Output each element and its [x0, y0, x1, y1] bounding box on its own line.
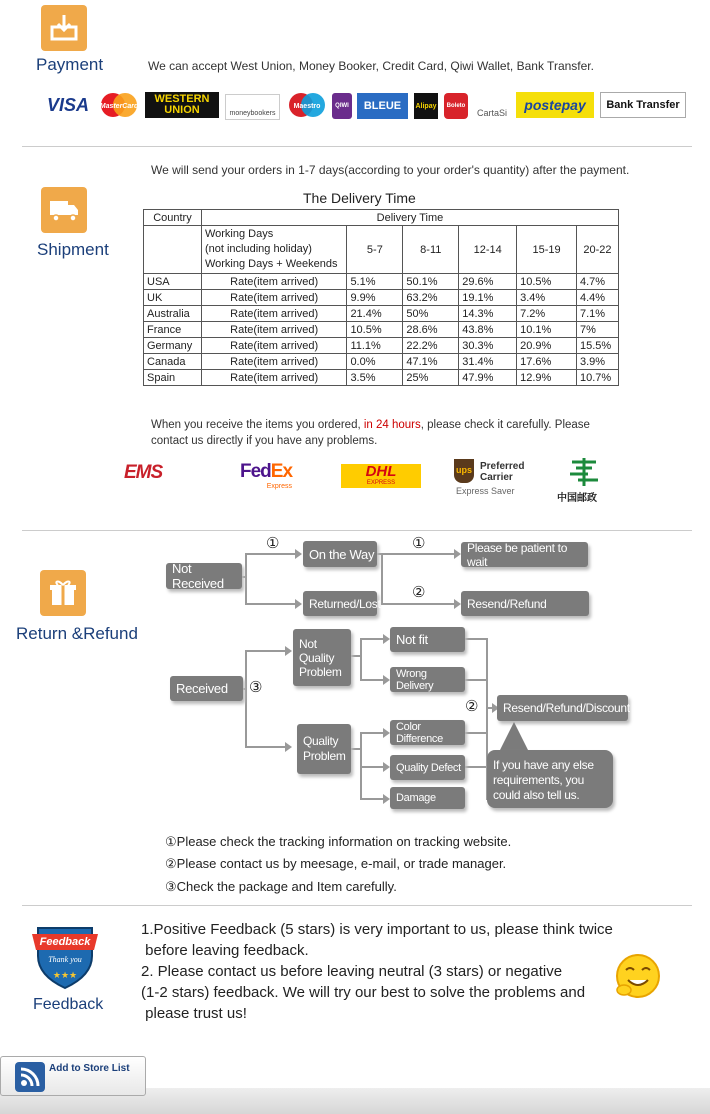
- payment-text: We can accept West Union, Money Booker, Credit Card, Qiwi Wallet, Bank Transfer.: [148, 59, 594, 73]
- quality-problem-box: Quality Problem: [297, 724, 351, 774]
- delivery-time-table: [143, 209, 619, 386]
- rate-value-cell: 28.6%: [403, 322, 459, 338]
- delivery-table-title: The Delivery Time: [303, 190, 416, 206]
- alipay-logo: Alipay: [414, 93, 438, 119]
- country-cell: USA: [144, 274, 202, 290]
- rate-value-cell: 0.0%: [347, 354, 403, 370]
- mark-two: ②: [465, 698, 479, 715]
- feedback-badge-icon: [30, 920, 100, 990]
- feedback-title: Feedback: [33, 996, 104, 1013]
- connector: [245, 650, 285, 652]
- note-part-b: , please check it carefully. Please contact us directly if you have any problems.: [151, 419, 590, 447]
- rate-value-cell: 9.9%: [347, 290, 403, 306]
- feedback-line: 1.Positive Feedback (5 stars) is very important to us, please think twice: [141, 921, 613, 938]
- rate-value-cell: 63.2%: [403, 290, 459, 306]
- legend-text: Please check the tracking information on tracking website.: [176, 834, 512, 849]
- be-patient-box: Please be patient to wait: [461, 542, 588, 567]
- range-cell: 8-11: [403, 226, 459, 274]
- svg-text:Maestro: Maestro: [293, 103, 321, 110]
- receive-note: [151, 417, 621, 449]
- legend-mark: ①: [165, 834, 177, 849]
- connector: [245, 553, 295, 555]
- connector: [351, 748, 362, 750]
- western-union-logo: WESTERN UNION: [145, 92, 219, 118]
- connector: [381, 553, 383, 604]
- wrong-delivery-box: Wrong Delivery: [390, 667, 465, 692]
- connector: [465, 638, 488, 640]
- rate-value-cell: 7.1%: [576, 306, 618, 322]
- table-row: [144, 354, 619, 370]
- divider: [22, 146, 692, 147]
- postepay-logo: postepay: [516, 92, 594, 118]
- ups-shield-icon: ups: [454, 459, 474, 483]
- legend-item: [165, 879, 397, 895]
- rate-label-cell: Rate(item arrived): [201, 322, 346, 338]
- arrow-icon: [454, 599, 461, 609]
- rate-value-cell: 31.4%: [459, 354, 517, 370]
- smiley-icon: [612, 950, 664, 1000]
- note-part-a: When you receive the items you ordered,: [151, 419, 364, 431]
- arrow-icon: [383, 794, 390, 804]
- rate-value-cell: 25%: [403, 370, 459, 386]
- rate-value-cell: 29.6%: [459, 274, 517, 290]
- rate-value-cell: 47.9%: [459, 370, 517, 386]
- mark-one: ①: [412, 535, 426, 552]
- dhl-logo: [341, 464, 421, 488]
- table-row: [144, 274, 619, 290]
- resend-refund-discount-box: Resend/Refund/Discount: [497, 695, 628, 721]
- ems-logo: EMS: [124, 462, 163, 483]
- connector: [360, 638, 383, 640]
- rate-value-cell: 4.7%: [576, 274, 618, 290]
- quality-defect-box: Quality Defect: [390, 755, 465, 780]
- shipment-title: Shipment: [37, 240, 109, 259]
- refund-title: Return &Refund: [16, 624, 138, 643]
- feedback-line: (1-2 stars) feedback. We will try our best to solve the problems and: [141, 984, 586, 1001]
- bank-transfer-logo: Bank Transfer: [600, 92, 686, 118]
- rate-value-cell: 10.7%: [576, 370, 618, 386]
- svg-text:Thank you: Thank you: [48, 955, 82, 964]
- rate-value-cell: 12.9%: [517, 370, 577, 386]
- ups-line2: Carrier: [480, 472, 513, 483]
- rate-value-cell: 43.8%: [459, 322, 517, 338]
- mark-three: ③: [249, 679, 263, 696]
- country-cell: France: [144, 322, 202, 338]
- connector: [360, 732, 383, 734]
- rate-value-cell: 3.4%: [517, 290, 577, 306]
- connector: [465, 766, 488, 768]
- connector: [381, 603, 454, 605]
- connector: [351, 655, 362, 657]
- fedex-sub: Express: [266, 483, 293, 490]
- divider: [22, 530, 692, 531]
- svg-text:MasterCard: MasterCard: [99, 103, 139, 110]
- country-cell: Spain: [144, 370, 202, 386]
- payment-icon: [41, 5, 87, 51]
- connector: [360, 679, 383, 681]
- table-row: [144, 338, 619, 354]
- rate-value-cell: 21.4%: [347, 306, 403, 322]
- arrow-icon: [285, 646, 292, 656]
- connector: [360, 638, 362, 681]
- range-cell: 15-19: [517, 226, 577, 274]
- qiwi-logo: QIWI: [332, 93, 352, 119]
- table-header-country: Country: [144, 210, 202, 226]
- rate-value-cell: 10.5%: [347, 322, 403, 338]
- rate-value-cell: 14.3%: [459, 306, 517, 322]
- rate-value-cell: 7.2%: [517, 306, 577, 322]
- rate-value-cell: 10.1%: [517, 322, 577, 338]
- feedback-line: please trust us!: [141, 1005, 247, 1022]
- rate-value-cell: 50.1%: [403, 274, 459, 290]
- rate-value-cell: 20.9%: [517, 338, 577, 354]
- table-row: [144, 290, 619, 306]
- connector: [243, 688, 247, 690]
- maestro-logo: [287, 92, 327, 118]
- connector: [245, 603, 295, 605]
- rate-label-cell: Rate(item arrived): [201, 338, 346, 354]
- rate-value-cell: 3.9%: [576, 354, 618, 370]
- rss-icon: [15, 1062, 45, 1092]
- arrow-icon: [383, 762, 390, 772]
- rate-value-cell: 22.2%: [403, 338, 459, 354]
- rate-value-cell: 5.1%: [347, 274, 403, 290]
- arrow-icon: [285, 742, 292, 752]
- country-cell: UK: [144, 290, 202, 306]
- arrow-icon: [383, 634, 390, 644]
- table-row: [144, 306, 619, 322]
- legend-mark: ③: [165, 879, 177, 894]
- mark-two: ②: [412, 584, 426, 601]
- table-row-head: Working Days (not including holiday) Working Days + Weekends: [201, 226, 346, 274]
- ups-preferred: [480, 461, 524, 483]
- legend-text: Please contact us by meesage, e-mail, or trade manager.: [176, 856, 507, 871]
- connector: [377, 553, 454, 555]
- connector: [465, 732, 488, 734]
- arrow-icon: [295, 549, 302, 559]
- dhl-sub: EXPRESS: [366, 480, 396, 486]
- rate-value-cell: 10.5%: [517, 274, 577, 290]
- arrow-icon: [383, 675, 390, 685]
- rate-value-cell: 4.4%: [576, 290, 618, 306]
- mark-one: ①: [266, 535, 280, 552]
- rate-label-cell: Rate(item arrived): [201, 370, 346, 386]
- rate-value-cell: 30.3%: [459, 338, 517, 354]
- bubble-pointer: [500, 722, 528, 750]
- rate-value-cell: 19.1%: [459, 290, 517, 306]
- received-box: Received: [170, 676, 243, 701]
- feedback-line: 2. Please contact us before leaving neutral (3 stars) or negative: [141, 963, 563, 980]
- country-cell: Australia: [144, 306, 202, 322]
- moneybookers-logo: moneybookers: [225, 94, 280, 120]
- fedex-logo: [240, 461, 292, 490]
- china-post-icon: [566, 456, 602, 490]
- ups-line1: Preferred: [480, 461, 525, 472]
- rate-value-cell: 47.1%: [403, 354, 459, 370]
- svg-text:Feedback: Feedback: [39, 936, 91, 948]
- add-to-store-button[interactable]: [0, 1056, 146, 1096]
- rate-label-cell: Rate(item arrived): [201, 306, 346, 322]
- fedex-fed: Fed: [240, 461, 271, 482]
- country-cell: Germany: [144, 338, 202, 354]
- feedback-line: before leaving feedback.: [141, 942, 309, 959]
- rate-value-cell: 7%: [576, 322, 618, 338]
- not-quality-box: Not Quality Problem: [293, 629, 351, 686]
- visa-logo: VISA: [46, 94, 89, 115]
- mastercard-logo: [98, 92, 140, 118]
- shipment-intro: We will send your orders in 1-7 days(according to your order's quantity) after the payment.: [151, 163, 630, 177]
- resend-refund-box: Resend/Refund: [461, 591, 589, 616]
- color-difference-box: Color Difference: [390, 720, 465, 745]
- rate-value-cell: 11.1%: [347, 338, 403, 354]
- rate-value-cell: 15.5%: [576, 338, 618, 354]
- rate-label-cell: Rate(item arrived): [201, 290, 346, 306]
- legend-item: [165, 856, 506, 872]
- rate-value-cell: 3.5%: [347, 370, 403, 386]
- cartasi-logo: CartaSi: [476, 108, 507, 118]
- range-cell: 20-22: [576, 226, 618, 274]
- rate-value-cell: 17.6%: [517, 354, 577, 370]
- connector: [360, 766, 383, 768]
- table-row: [144, 322, 619, 338]
- fedex-ex: Ex: [270, 461, 293, 482]
- range-cell: 12-14: [459, 226, 517, 274]
- boleto-logo: Boleto: [444, 93, 468, 119]
- gift-icon: [40, 570, 86, 616]
- table-header-delivery: Delivery Time: [201, 210, 618, 226]
- arrow-icon: [383, 728, 390, 738]
- rate-label-cell: Rate(item arrived): [201, 354, 346, 370]
- returned-lost-box: Returned/Lost: [303, 591, 377, 616]
- legend-item: [165, 834, 511, 850]
- svg-text:★★★: ★★★: [52, 971, 78, 981]
- not-received-box: Not Received: [166, 563, 242, 589]
- range-cell: 5-7: [347, 226, 403, 274]
- requirements-bubble: If you have any else requirements, you could also tell us.: [487, 750, 613, 808]
- legend-text: Check the package and Item carefully.: [176, 879, 397, 894]
- arrow-icon: [454, 549, 461, 559]
- ups-sub: Express Saver: [456, 486, 515, 496]
- legend-mark: ②: [165, 856, 177, 871]
- damage-box: Damage: [390, 787, 465, 809]
- connector: [245, 553, 247, 604]
- connector: [245, 746, 285, 748]
- truck-icon: [41, 187, 87, 233]
- country-cell: Canada: [144, 354, 202, 370]
- divider: [22, 905, 692, 906]
- connector: [360, 798, 383, 800]
- china-post-text: 中国邮政: [557, 493, 597, 504]
- connector: [245, 650, 247, 747]
- dhl-text: DHL: [365, 463, 397, 480]
- arrow-icon: [295, 599, 302, 609]
- rate-label-cell: Rate(item arrived): [201, 274, 346, 290]
- note-highlight: in 24 hours: [363, 419, 421, 431]
- not-fit-box: Not fit: [390, 627, 465, 652]
- table-row: [144, 370, 619, 386]
- carte-bleue-logo: BLEUE: [357, 93, 408, 119]
- on-the-way-box: On the Way: [303, 541, 377, 567]
- add-to-store-label: Add to Store List: [49, 1063, 130, 1074]
- rate-value-cell: 50%: [403, 306, 459, 322]
- connector: [465, 679, 488, 681]
- payment-title: Payment: [36, 55, 104, 74]
